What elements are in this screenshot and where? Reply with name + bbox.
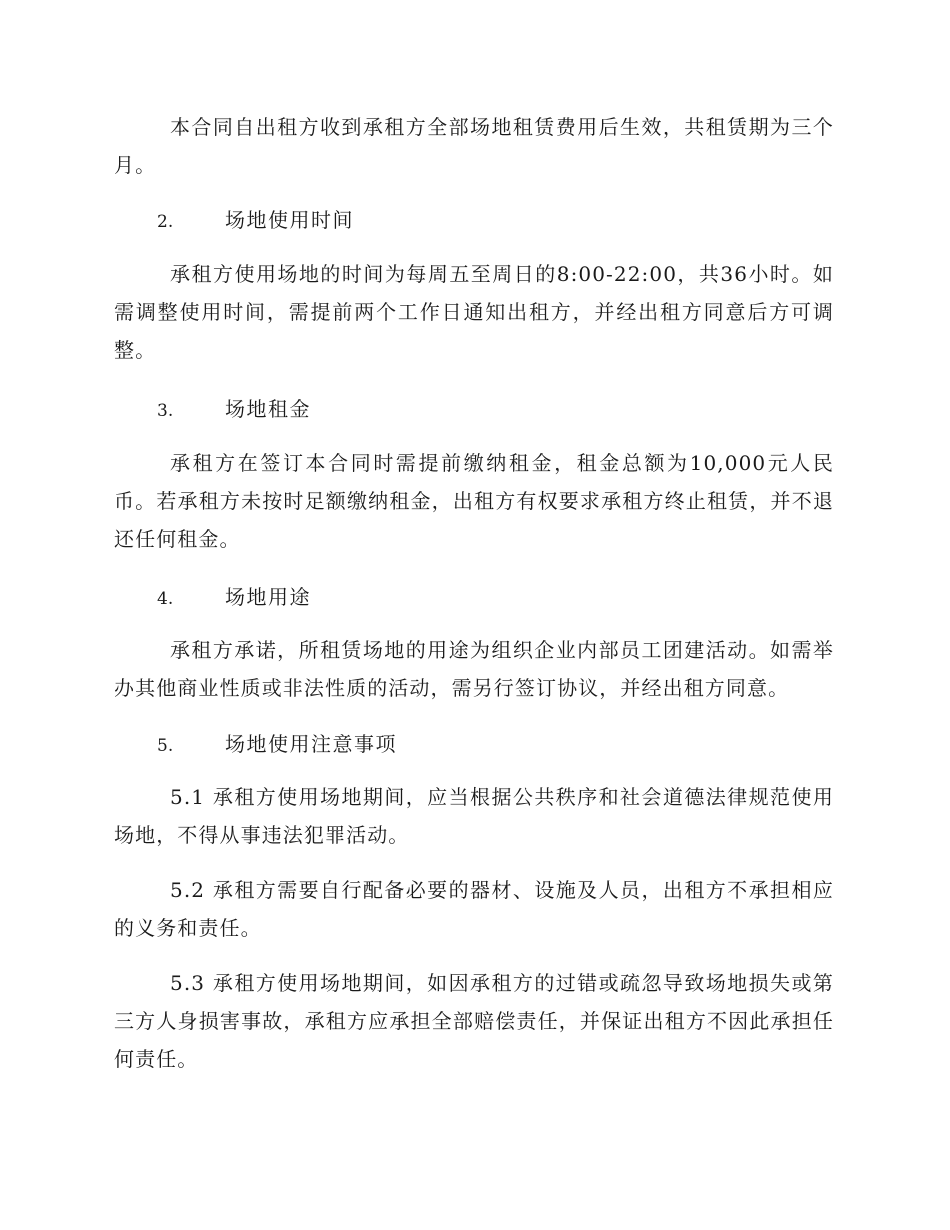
- section-title: 场地使用注意事项: [225, 732, 397, 756]
- section-heading-3: [157, 390, 311, 430]
- section-heading-2: [157, 201, 354, 241]
- section-4-paragraph: 承租方承诺，所租赁场地的用途为组织企业内部员工团建活动。如需举办其他商业性质或非法性质的活动，需另行签订协议，并经出租方同意。: [114, 638, 834, 700]
- clause-5-1: 5.1 承租方使用场地期间，应当根据公共秩序和社会道德法律规范使用场地，不得从事违法犯罪活动。: [114, 785, 834, 847]
- section-3-paragraph: 承租方在签订本合同时需提前缴纳租金，租金总额为10,000元人民币。若承租方未按时足额缴纳租金，出租方有权要求承租方终止租赁，并不退还任何租金。: [114, 451, 834, 551]
- section-title: 场地租金: [225, 397, 311, 421]
- clause-5-2: 5.2 承租方需要自行配备必要的器材、设施及人员，出租方不承担相应的义务和责任。: [114, 878, 834, 940]
- section-title: 场地用途: [225, 585, 311, 609]
- section-number: 4.: [157, 589, 174, 609]
- intro-paragraph: 本合同自出租方收到承租方全部场地租赁费用后生效，共租赁期为三个月。: [114, 115, 834, 177]
- section-2-paragraph: 承租方使用场地的时间为每周五至周日的8:00-22:00，共36小时。如需调整使用时间，需提前两个工作日通知出租方，并经出租方同意后方可调整。: [114, 262, 834, 362]
- section-heading-4: [157, 578, 311, 618]
- section-number: 5.: [157, 736, 174, 756]
- section-heading-5: [157, 725, 397, 765]
- section-number: 3.: [157, 401, 174, 421]
- clause-5-3: 5.3 承租方使用场地期间，如因承租方的过错或疏忽导致场地损失或第三方人身损害事故，承租方应承担全部赔偿责任，并保证出租方不因此承担任何责任。: [114, 971, 834, 1071]
- section-number: 2.: [157, 212, 174, 232]
- section-title: 场地使用时间: [225, 208, 354, 232]
